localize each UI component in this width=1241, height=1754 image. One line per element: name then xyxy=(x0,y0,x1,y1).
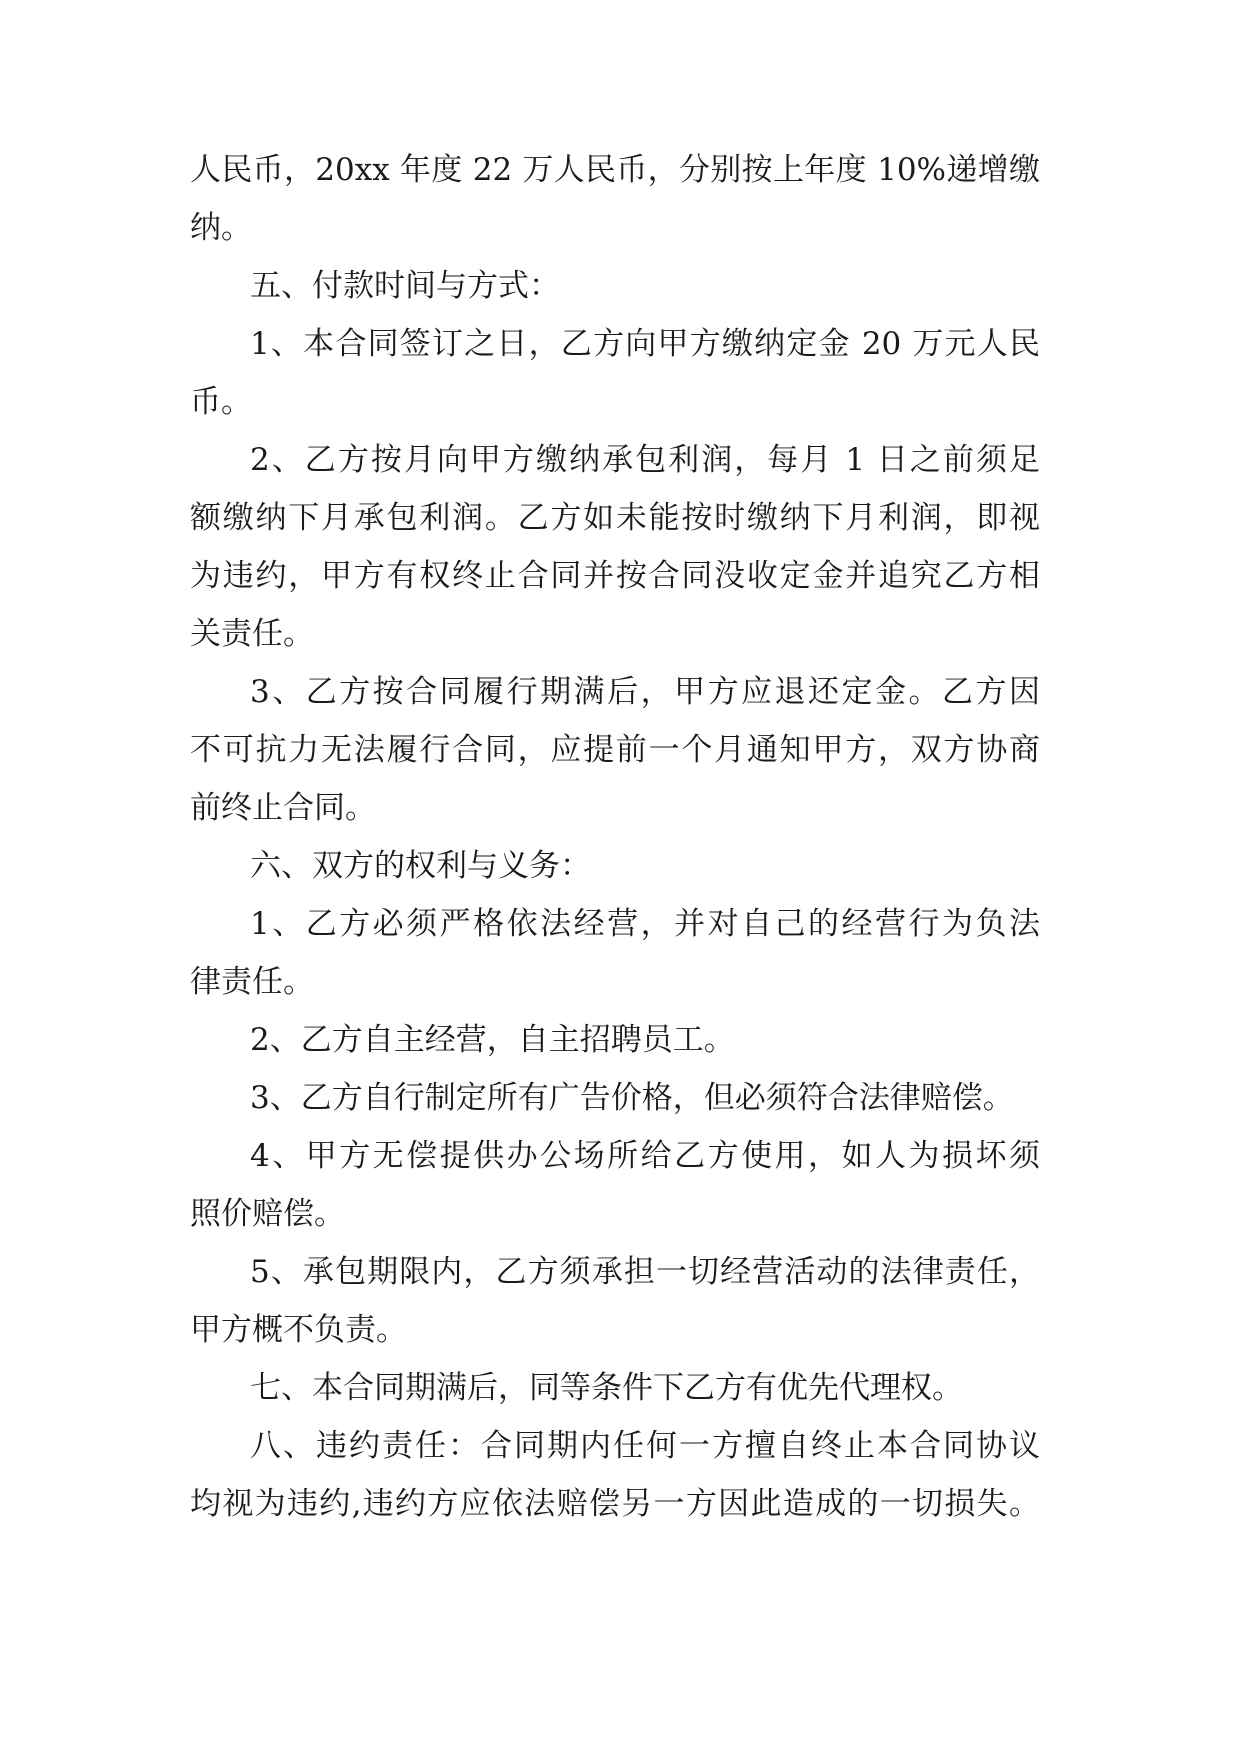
text-line: 前终止合同。 xyxy=(190,790,376,826)
text-line: 为违约，甲方有权终止合同并按合同没收定金并追究乙方相 xyxy=(190,558,1040,594)
text-line: 人民币，20xx 年度 22 万人民币，分别按上年度 10%递增缴 xyxy=(190,152,1040,188)
text-line: 关责任。 xyxy=(190,616,314,652)
text-line: 律责任。 xyxy=(190,964,314,1000)
text-line: 均视为违约,违约方应依法赔偿另一方因此造成的一切损失。 xyxy=(190,1486,1040,1522)
text-line: 3、乙方按合同履行期满后，甲方应退还定金。乙方因 xyxy=(250,674,1040,710)
text-line: 照价赔偿。 xyxy=(190,1196,345,1232)
section-heading: 五、付款时间与方式： xyxy=(250,268,560,304)
text-line: 甲方概不负责。 xyxy=(190,1312,407,1348)
text-line: 1、本合同签订之日，乙方向甲方缴纳定金 20 万元人民 xyxy=(250,326,1040,362)
text-line: 2、乙方自主经营，自主招聘员工。 xyxy=(250,1022,735,1058)
section-heading: 六、双方的权利与义务： xyxy=(250,848,591,884)
text-line: 不可抗力无法履行合同，应提前一个月通知甲方，双方协商 xyxy=(190,732,1040,768)
text-line: 4、甲方无偿提供办公场所给乙方使用，如人为损坏须 xyxy=(250,1138,1040,1174)
section-heading: 七、本合同期满后，同等条件下乙方有优先代理权。 xyxy=(250,1370,963,1406)
text-line: 1、乙方必须严格依法经营，并对自己的经营行为负法 xyxy=(250,906,1040,942)
text-line: 额缴纳下月承包利润。乙方如未能按时缴纳下月利润，即视 xyxy=(190,500,1040,536)
text-line: 2、乙方按月向甲方缴纳承包利润，每月 1 日之前须足 xyxy=(250,442,1040,478)
text-line: 5、承包期限内，乙方须承担一切经营活动的法律责任， xyxy=(250,1254,1040,1290)
text-line: 3、乙方自行制定所有广告价格，但必须符合法律赔偿。 xyxy=(250,1080,1014,1116)
text-line: 纳。 xyxy=(190,210,252,246)
text-line: 币。 xyxy=(190,384,252,420)
section-heading: 八、违约责任：合同期内任何一方擅自终止本合同协议 xyxy=(250,1428,1040,1464)
